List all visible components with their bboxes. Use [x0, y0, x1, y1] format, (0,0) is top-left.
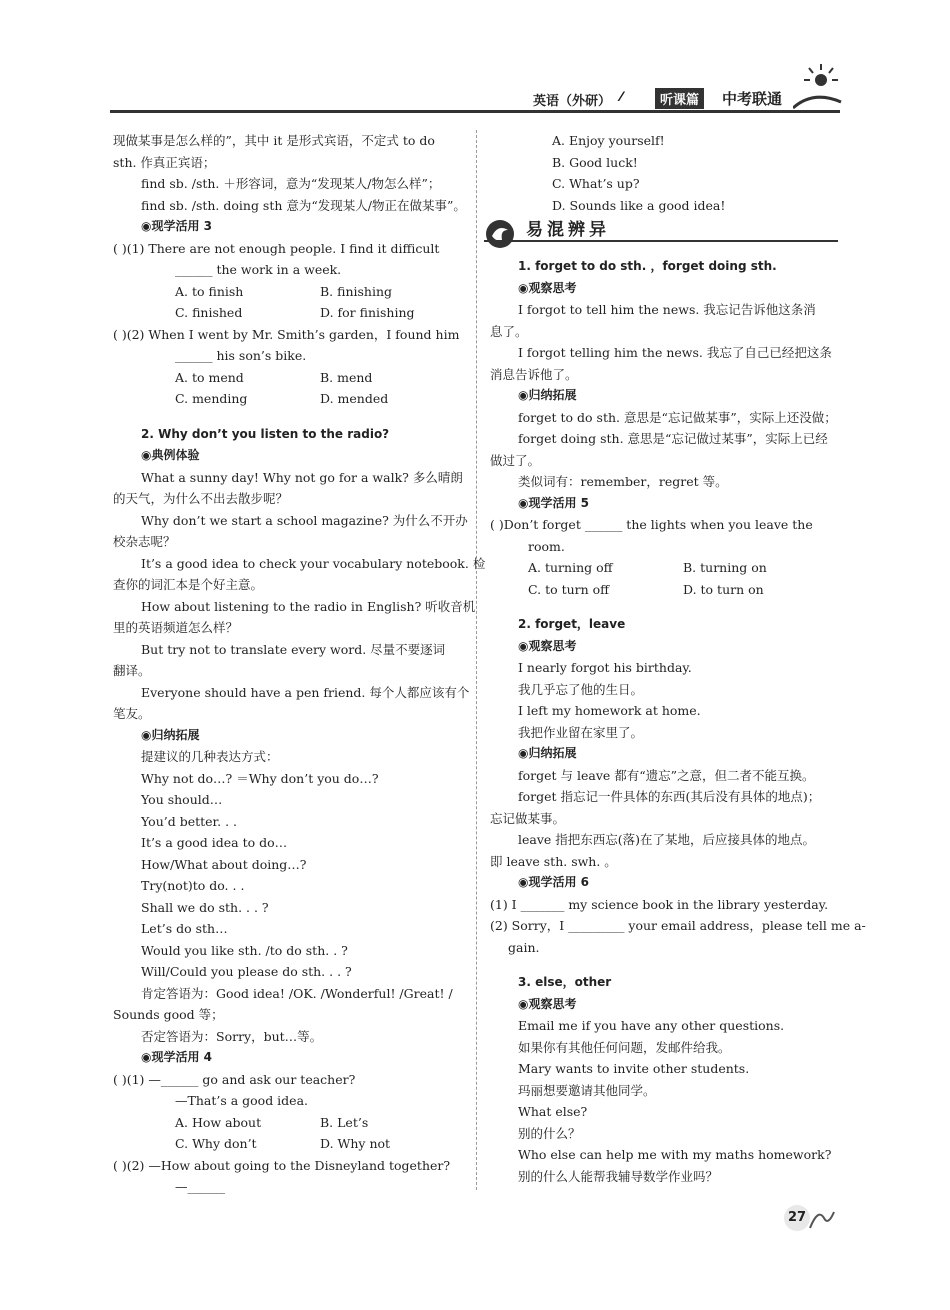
option: C. finished: [175, 305, 243, 320]
text-line: forget 与 leave 都有“遗忘”之意，但二者不能互换。: [518, 767, 815, 783]
right-column: [490, 130, 866, 1187]
text-line: Shall we do sth. . . ?: [141, 899, 269, 915]
observe-heading: ◉观察思考: [518, 638, 577, 653]
observe-heading: ◉观察思考: [518, 280, 577, 295]
text-line: 肯定答语为：Good idea! /OK. /Wonderful! /Great! /: [141, 985, 453, 1001]
options-row: [113, 367, 465, 389]
text-line: Why not do…? ＝Why don’t you do…?: [141, 770, 379, 786]
topic-heading: 1. forget to do sth. ，forget doing sth.: [518, 259, 777, 273]
topic-heading: 2. Why don’t you listen to the radio?: [141, 426, 390, 441]
text-line: I forgot telling him the news. 我忘了自己已经把这条: [518, 345, 832, 360]
option: D. mended: [320, 391, 389, 406]
text-line: But try not to translate every word. 尽量不要逐词: [141, 641, 446, 657]
left-column: [113, 130, 486, 1198]
option: D. Why not: [320, 1136, 391, 1151]
option: B. Let’s: [320, 1114, 369, 1130]
page-header: [110, 60, 840, 116]
example-heading: ◉典例体验: [141, 448, 200, 462]
text-line: 里的英语频道怎么样？: [113, 620, 239, 635]
text-line: I nearly forgot his birthday.: [518, 660, 692, 675]
option: B. finishing: [320, 283, 393, 299]
text-line: Mary wants to invite other students.: [518, 1061, 750, 1076]
text-line: I forgot to tell him the news. 我忘记告诉他这条消: [518, 302, 816, 317]
option: A. to finish: [175, 283, 244, 299]
question: ( )(2) —How about going to the Disneyland together?: [113, 1157, 451, 1173]
text-line: Everyone should have a pen friend. 每个人都应该有个: [141, 684, 470, 700]
text-line: 提建议的几种表达方式：: [141, 749, 279, 764]
practice-heading: ◉现学活用 6: [518, 875, 589, 889]
summary-heading: ◉归纳拓展: [518, 388, 577, 402]
text-line: find sb. /sth. doing sth 意为“发现某人/物正在做某事”。: [141, 197, 466, 213]
text-line: 如果你有其他任何问题，发邮件给我。: [518, 1039, 731, 1055]
text-line: 校杂志呢？: [113, 534, 176, 549]
question: (1) I _______ my science book in the library yesterday.: [490, 896, 829, 912]
text-line: 别的什么？: [518, 1125, 581, 1141]
question-line: ______ the work in a week.: [175, 262, 342, 277]
text-line: What a sunny day! Why not go for a walk? 多么晴朗: [141, 469, 463, 485]
options-row: [113, 1112, 465, 1134]
header-rule: [110, 110, 840, 113]
option: A. turning off: [528, 560, 613, 575]
option: C. Why don’t: [175, 1136, 257, 1151]
text-line: forget doing sth. 意思是“忘记做过某事”，实际上已经: [518, 431, 828, 446]
text-line: How about listening to the radio in English? 听收音机: [141, 598, 476, 614]
question: ( )(2) When I went by Mr. Smith’s garden，I found him: [113, 326, 460, 342]
topic-heading: 2. forget，leave: [518, 617, 626, 631]
text-line: 类似词有：remember，regret 等。: [518, 474, 728, 489]
options-row: [113, 1133, 465, 1155]
question-line: —______: [175, 1179, 225, 1194]
text-line: 笔友。: [113, 706, 151, 721]
observe-heading: ◉观察思考: [518, 996, 577, 1011]
page-number: 27: [784, 1205, 810, 1231]
text-line: 否定答语为：Sorry，but…等。: [141, 1028, 323, 1044]
text-line: find sb. /sth. ＋形容词，意为“发现某人/物怎么样”；: [141, 176, 441, 191]
option: A. How about: [175, 1114, 262, 1130]
options-row: [113, 281, 465, 303]
text-line: Try(not)to do. . .: [141, 878, 245, 893]
page-number-badge: [778, 1200, 838, 1240]
text-line: Email me if you have any other questions.: [518, 1018, 785, 1033]
option: D. for finishing: [320, 305, 415, 320]
text-line: 我几乎忘了他的生日。: [518, 681, 644, 697]
text-line: Let’s do sth…: [141, 921, 228, 936]
option: A. to mend: [175, 369, 244, 385]
text-line: leave 指把东西忘(落)在了某地，后应接具体的地点。: [518, 832, 816, 847]
question: ( )(1) There are not enough people. I find it difficult: [113, 240, 440, 256]
option: D. to turn on: [683, 581, 764, 597]
practice-heading: ◉现学活用 3: [141, 219, 212, 233]
text-line: You’d better. . .: [141, 813, 238, 829]
subject-label: 英语（外研）: [533, 94, 612, 109]
text-line: 忘记做某事。: [490, 810, 566, 826]
question: ( )Don’t forget ______ the lights when you leave the: [490, 517, 813, 532]
brand-title: 中考联通: [722, 90, 783, 108]
question-line: room.: [528, 538, 565, 554]
summary-heading: ◉归纳拓展: [141, 727, 200, 742]
text-line: I left my homework at home.: [518, 703, 701, 718]
options-row: [113, 388, 465, 410]
text-line: 做过了。: [490, 452, 541, 468]
text-line: It’s a good idea to do…: [141, 835, 288, 850]
section-title: 易混辨异: [526, 220, 610, 240]
text-line: Who else can help me with my maths homework?: [518, 1147, 832, 1162]
text-line: 玛丽想要邀请其他同学。: [518, 1082, 656, 1098]
text-line: 别的什么人能帮我辅导数学作业吗？: [518, 1168, 719, 1184]
practice-heading: ◉现学活用 4: [141, 1050, 212, 1064]
text-line: forget 指忘记一件具体的东西(其后没有具体的地点)；: [518, 789, 821, 804]
question-line: ______ his son’s bike.: [175, 348, 307, 363]
swirl-icon: [484, 218, 518, 250]
text-line: Will/Could you please do sth. . . ?: [141, 964, 352, 979]
text-line: 我把作业留在家里了。: [518, 724, 644, 740]
text-line: How/What about doing…?: [141, 856, 307, 872]
option: A. Enjoy yourself!: [552, 133, 665, 148]
stripe-decoration: ⁄⁄⁄⁄: [620, 90, 621, 105]
options-row: [113, 302, 465, 324]
practice-heading: ◉现学活用 5: [518, 495, 589, 510]
text-line: 查你的词汇本是个好主意。: [113, 577, 264, 592]
text-line: You should…: [141, 792, 223, 807]
text-line: Would you like sth. /to do sth. . ?: [141, 942, 348, 958]
wave-icon: [808, 1204, 836, 1232]
tree-logo-icon: [793, 60, 843, 110]
question-line: —That’s a good idea.: [175, 1093, 309, 1108]
text-line: Why don’t we start a school magazine? 为什么不开办: [141, 512, 468, 528]
text-line: sth. 作真正宾语；: [113, 154, 216, 170]
text-line: Sounds good 等；: [113, 1007, 224, 1022]
column-divider: [476, 130, 478, 1190]
text-line: 现做某事是怎么样的”，其中 it 是形式宾语，不定式 to do: [113, 133, 435, 148]
option: C. mending: [175, 391, 248, 406]
text-line: 消息告诉他了。: [490, 366, 578, 382]
option: C. to turn off: [528, 581, 610, 597]
summary-heading: ◉归纳拓展: [518, 746, 577, 760]
text-line: 息了。: [490, 323, 528, 339]
question: ( )(1) —______ go and ask our teacher?: [113, 1071, 356, 1087]
text-line: It’s a good idea to check your vocabulary notebook. 检: [141, 555, 486, 571]
option: B. Good luck!: [552, 154, 638, 170]
section-badge: 听课篇: [655, 88, 704, 109]
option: C. What’s up?: [552, 176, 640, 191]
options-row: [490, 579, 838, 601]
options-row: [490, 557, 838, 579]
option: B. mend: [320, 369, 373, 385]
question: (2) Sorry，I _________ your email address，please tell me a-: [490, 918, 866, 933]
option: D. Sounds like a good idea!: [552, 197, 726, 213]
topic-heading: 3. else，other: [518, 975, 612, 989]
section-rule: [484, 240, 838, 242]
option: B. turning on: [683, 560, 767, 575]
question-line: gain.: [508, 939, 540, 955]
text-line: 的天气，为什么不出去散步呢？: [113, 491, 289, 506]
section-banner: [484, 218, 838, 252]
text-line: What else?: [518, 1104, 588, 1119]
text-line: 翻译。: [113, 663, 151, 678]
text-line: forget to do sth. 意思是“忘记做某事”，实际上还没做；: [518, 409, 837, 425]
text-line: 即 leave sth. swh. 。: [490, 853, 617, 869]
